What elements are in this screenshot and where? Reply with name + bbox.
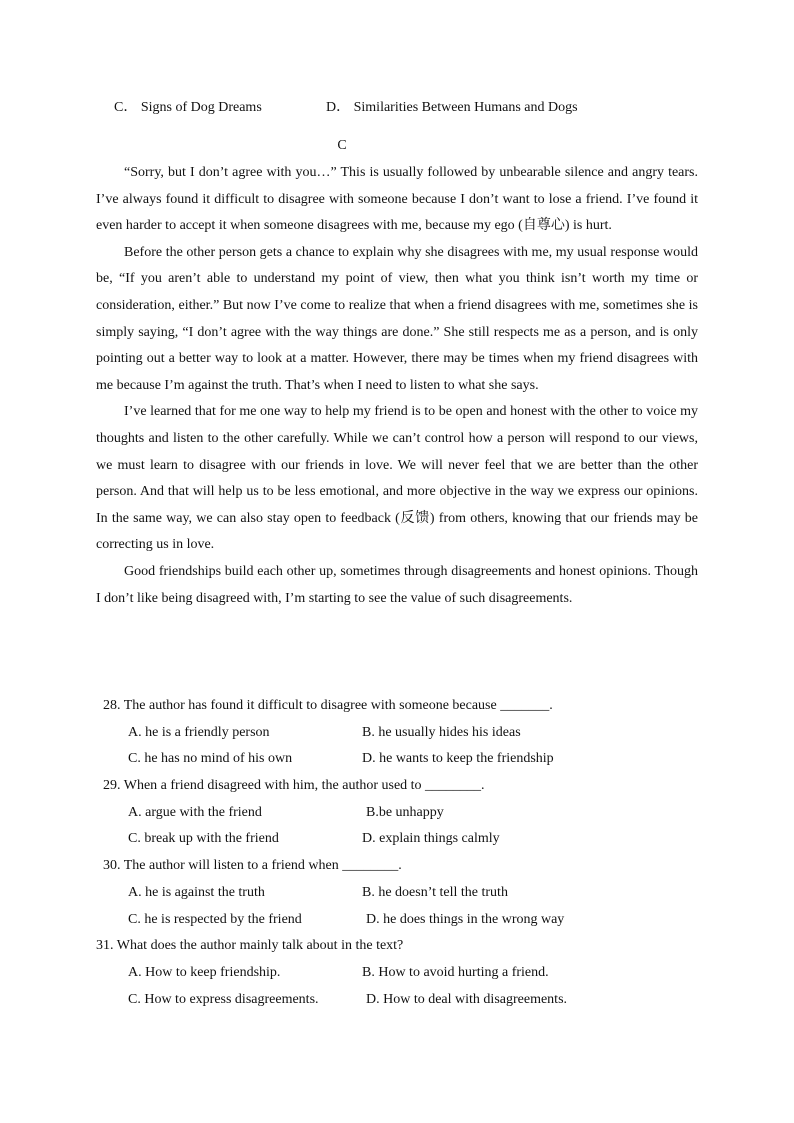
passage-paragraph: Good friendships build each other up, sometimes through disagreements and honest opinions. Though I don’t like being disagreed with, I’m starting to see the value of such disagreements.	[96, 563, 698, 606]
option-a: A. he is a friendly person	[128, 724, 270, 740]
option-c: C. he has no mind of his own	[128, 751, 293, 767]
option-b: B. he doesn’t tell the truth	[362, 884, 508, 900]
option-row	[96, 720, 698, 747]
option-d: D. he wants to keep the friendship	[362, 751, 554, 767]
option-row	[96, 987, 698, 1014]
question-stem: 30. The author will listen to a friend when ________.	[103, 858, 402, 874]
question-stem: 28. The author has found it difficult to disagree with someone because _______.	[103, 698, 553, 713]
option-d: D. How to deal with disagreements.	[366, 991, 568, 1007]
passage-paragraph: I’ve learned that for me one way to help my friend is to be open and honest with the other to voice my thoughts and listen to the other carefully. While we can’t control how a person will respond to our views, we must learn to disagree with our friends in love. We will never feel that we are better than the other person. And that will help us to be less emotional, and more objective in the way we express our opinions. In the same way, we can also stay open to feedback (反馈) from others, knowing that our friends may be correcting us in love.	[96, 404, 698, 553]
option-row	[96, 907, 698, 934]
option-b: B. How to avoid hurting a friend.	[362, 964, 549, 980]
question-stem: 29. When a friend disagreed with him, the author used to ________.	[103, 778, 485, 794]
passage-paragraph: Before the other person gets a chance to explain why she disagrees with me, my usual response would be, “If you aren’t able to understand my point of view, then what you think isn’t worth my time or consideration, either.” But now I’ve come to realize that when a friend disagrees with me, sometimes she is simply saying, “I don’t agree with the way things are done.” She still respects me as a person, and is only pointing out a better way to look at a matter. However, there may be times when my friend disagrees with me because I’m against the truth. That’s when I need to listen to what she says.	[96, 244, 698, 393]
option-row	[96, 960, 698, 987]
option-c: C. break up with the friend	[128, 831, 279, 847]
option-b: B.be unhappy	[366, 804, 444, 820]
option-a: A. he is against the truth	[128, 884, 265, 900]
option-row	[96, 800, 698, 827]
option-row	[96, 746, 698, 773]
option-c: C． Signs of Dog Dreams	[114, 100, 262, 115]
option-a: A. How to keep friendship.	[128, 964, 281, 980]
option-c: C. he is respected by the friend	[128, 911, 302, 927]
section-heading: C	[337, 138, 347, 153]
option-d: D. he does things in the wrong way	[366, 911, 565, 927]
option-d: D． Similarities Between Humans and Dogs	[326, 100, 578, 115]
question-list	[96, 693, 698, 1013]
question-stem: 31. What does the author mainly talk about in the text?	[96, 938, 404, 954]
option-a: A. argue with the friend	[128, 804, 262, 820]
option-row	[96, 826, 698, 853]
passage-paragraph: “Sorry, but I don’t agree with you…” This is usually followed by unbearable silence and angry tears. I’ve always found it difficult to disagree with someone because I don’t want to lose a friend. I’ve found it even harder to accept it when someone disagrees with me, because my ego (自尊心) is hurt.	[96, 165, 698, 234]
option-d: D. explain things calmly	[362, 831, 500, 847]
option-c: C. How to express disagreements.	[128, 991, 319, 1007]
reading-passage	[96, 160, 698, 612]
option-row	[96, 880, 698, 907]
option-b: B. he usually hides his ideas	[362, 724, 521, 740]
previous-question-options	[114, 97, 674, 119]
